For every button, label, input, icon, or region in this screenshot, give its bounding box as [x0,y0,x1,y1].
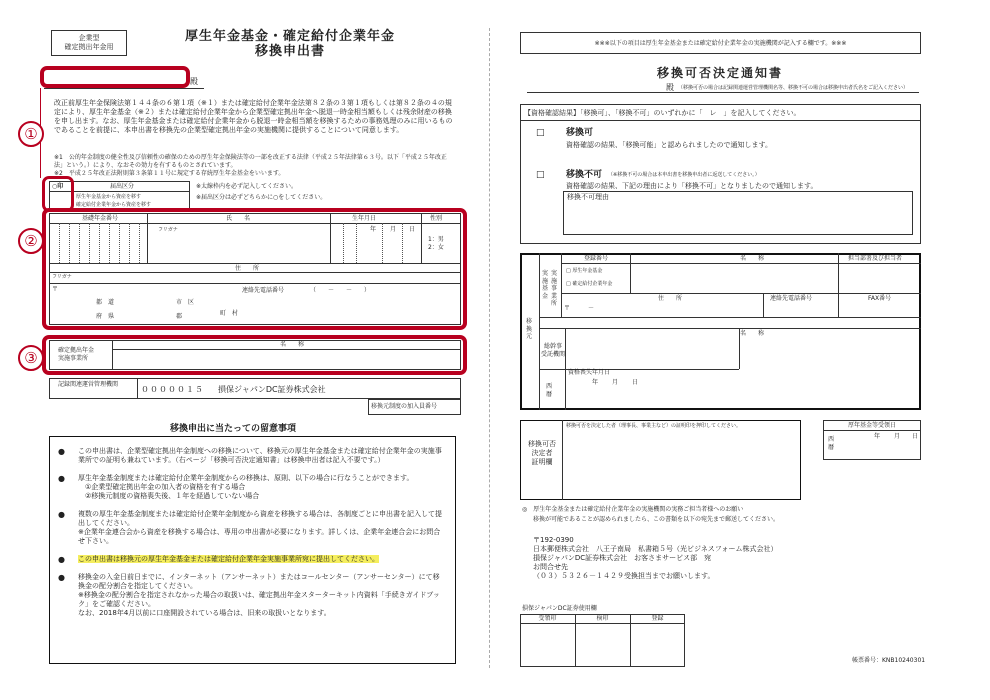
form-title-line1: 厚生年金基金・確定給付企業年金 [184,29,395,44]
record-keeper-code: ０００００１５ [141,385,204,394]
receipt-label: 厚年基金等受領日 [847,422,896,429]
note-bullet-1: ● この申出書は、企業型確定拠出年金制度への移換について、移換元の厚生年金基金または確定給付企業年金の実施事業所での証明も兼ねています。（右ページ「移換可否決定通知書」は移換申出者は記入不要です。） [52,447,442,465]
postal-mark: 〒 [52,286,59,293]
fund-side-label: 実施基金 [542,270,549,300]
dc-office-label: 確定拠出年金 実施事業所 [58,347,95,362]
consent-text: 改正前厚生年金保険法第１４４条の６第１項（※１）または確定給付企業年金法第８２条の３第１項もしくは第８２条の４の規定により、厚生年金基金（※２）または確定給付企業年金から企業型確定拠出年金へ脱退一時金相当額もしくは残余財産の移換を申し出ます。なお、厚生年金基金または確定給付企業年金から脱退一時金相当額を移換するための事務処理のみに用いるものであることを前提に、本申出書を移換先の企業型確定拠出年金の実施機関に提供することについて同意します。 [54,99,453,134]
notes-title: 移換申出に当たっての留意事項 [170,424,297,434]
source-name-label: 名 称 [740,255,765,262]
record-keeper-label: 記録関連運営管理機関 [58,381,119,388]
category-label: 届出区分 [110,183,135,190]
city-label: 市 区 郡 [176,299,195,320]
source-postal: 〒 － [564,305,595,312]
category-option-kosei[interactable]: 厚生年金基金から資産を移す [76,194,142,200]
reason-box[interactable] [563,191,913,235]
loss-year: 年 [592,379,599,386]
birth-month-label: 月 [390,226,397,233]
loss-date-label: 資格喪失年月日 [568,369,611,376]
marker-2: ② [18,228,44,254]
form-number: 帳票番号：KNB10240301 [852,657,926,664]
stamp-col-receipt: 受領印 [538,615,557,622]
receipt-year: 年 [874,433,881,440]
stamp-col-inspection: 検印 [596,615,609,622]
col-gender: 性別 [430,215,443,222]
impossible-checkbox[interactable]: □ [536,170,545,180]
note-bullet-4-text: この申出書は移換元の厚生年金基金または確定給付企業年金実施事業所宛に提出してください。 [78,555,379,563]
marker-3: ③ [18,345,44,371]
footnote-2: ※2 平成２５年改正法附則第３条第１１号に規定する存続厚生年金基金をいいます。 [54,170,285,177]
possible-text: 資格確認の結果、「移換可能」と認められましたので通知します。 [566,141,772,149]
instruction-category: ※届出区分は必ずどちらかに○をしてください。 [196,194,327,201]
address-furigana-label: フリガナ [52,274,72,280]
receipt-month: 月 [894,433,901,440]
fax-label: FAX番号 [868,295,892,302]
marker-1: ① [18,121,44,147]
phone-label: 連絡先電話番号 [242,287,285,294]
mailing-line4: （０３）５３２６－１４２９受換担当までお願いします。 [533,572,715,580]
col-name: 氏 名 [226,215,251,222]
birth-year-label: 年 [370,226,377,233]
source-table [520,253,921,410]
staff-notice-head: ◎ 厚生年金基金または確定給付企業年金の実施機関の実務ご担当者様へのお願い [522,506,744,513]
gender-options[interactable]: 1：男 2：女 [428,236,444,251]
record-keeper-name: 損保ジャパンDC証券株式会社 [218,385,326,394]
notes-list [52,447,442,627]
admin-name-label: 名 称 [740,330,765,337]
birth-day-label: 日 [409,226,416,233]
reg-number-label: 登録番号 [584,255,609,262]
source-phone-label: 連絡先電話番号 [770,295,813,302]
impossible-text: 資格確認の結果、下記の理由により「移換不可」となりましたので通知します。 [566,182,818,190]
dc-office-name-label: 名 称 [280,341,305,348]
address-label: 住 所 [235,265,260,272]
loss-month: 月 [612,379,619,386]
impossible-title: 移換不可 [566,170,603,180]
loss-day: 日 [632,379,639,386]
member-number-label: 移換元制度の加入員番号 [371,403,438,410]
receipt-era: 西暦 [828,436,835,451]
result-label: 【資格確認結果】「移換可」、「移換不可」のいずれかに「 レ 」を記入してください。 [524,109,801,117]
col-birthdate: 生年月日 [352,215,377,222]
form-title-line2: 移換申出書 [254,44,325,59]
loss-date-era: 西暦 [546,383,553,398]
instruction-thick-frame: ※太線枠内を必ず記入してください。 [196,183,298,190]
source-address-label: 住 所 [658,295,683,302]
note-bullet-3: ● 複数の厚生年金基金制度または確定給付企業年金制度から資産を移換する場合は、各制度ごとに申出書を記入して提出してください。 ※企業年金連合会から資産を移換する場合は、専用の申出書が必要になります。詳しくは、企業年金連合会にお問合せ下さい。 [52,510,442,546]
col-pension-number: 基礎年金番号 [82,215,119,222]
prefecture-label: 都 道 府 県 [96,299,115,320]
town-label: 町 村 [220,310,239,317]
note-bullet-4 [52,555,442,564]
addressee-suffix: 殿 [190,77,198,86]
reason-label: 移換不可理由 [567,193,609,201]
highlight-addressee [40,66,190,88]
mailing-postal: 〒192-0390 [533,536,574,544]
option-kosei[interactable]: □ 厚生年金基金 [566,268,603,274]
footnote-1: ※1 公的年金制度の健全性及び信頼性の確保のための厚生年金保険法等の一部を改正する法律（平成２５年法律第６３号。以下「平成２５年改正法」という。）により、なおその効力を有するものとされています。 [54,154,447,169]
check-column-header: ○印 [52,183,64,190]
highlight-applicant [42,208,467,330]
note-bullet-5: ● 移換金の入金日前日までに、インターネット（アンサーネット）またはコールセンター（アンサーセンター）にて移換金の配分割合を指定してください。 ※移換金の配分割合を指定されなかった場合の取扱いは、確定拠出年金スターターキット内資料「手続きガイドブック」をご確認ください。 なお、2018年4月以前に口座開設されている場合は、旧来の取扱いとなります。 [52,573,442,618]
option-kakutei[interactable]: □ 確定給付企業年金 [566,281,613,287]
form-title [140,29,440,59]
phone-format[interactable]: （ － － ） [310,287,371,294]
office-side-label: 実施事業所 [551,270,558,307]
decider-note: 移換可否を決定した者（理事長、事業主など）の証明印を押印してください。 [566,423,742,429]
highlight-category [42,176,74,212]
stamp-col-registration: 登録 [651,615,664,622]
receipt-day: 日 [912,433,919,440]
mailing-line2: 損保ジャパンDC証券株式会社 お客さまサービス部 宛 [533,554,712,562]
right-top-banner: ※※※以下の項目は厚生年金基金または確定給付企業年金の実施機関が記入する欄です。※※※ [520,32,921,54]
mailing-address [533,536,777,581]
name-furigana-label: フリガナ [158,227,178,233]
decider-label: 移換可否 決定者 証明欄 [528,440,556,466]
note-bullet-2: ● 厚生年金基金制度または確定給付企業年金制度からの移換は、原則、以下の場合に行なうことができます。 ①企業型確定拠出年金の加入者の資格を有する場合 ②移換元制度の資格喪失後、１年を経過していない場合 [52,474,442,501]
admin-label: 総幹事 受託機関 [541,343,566,358]
source-side-label: 移換元 [526,318,533,340]
category-option-kakutei[interactable]: 確定給付企業年金から資産を移す [76,202,152,208]
form-type-badge: 企業型 確定拠出年金用 [51,30,127,56]
staff-notice-text: 移換が可能であることが認められましたら、この書類を以下の宛先まで郵送してください。 [533,516,780,523]
notice-addressee-note: （移換可否の場合は記録関連運営管理機関名等、移換不可の場合は移換申出者氏名をご記入ください） [678,85,909,91]
notice-addressee-suffix: 殿 [666,83,674,92]
dept-label: 担当部署及び担当者 [848,255,903,262]
possible-checkbox[interactable]: □ [536,128,545,138]
possible-title: 移換可 [566,128,594,138]
mailing-line3: お問合せ先 [533,563,568,571]
office-use-label: 損保ジャパンDC証券使用欄 [522,605,597,612]
notice-title: 移換可否決定通知書 [656,66,783,80]
highlight-dc-office [42,335,467,375]
impossible-note: （※移換不可の場合は本申出書を移換申出者に返送してください。） [608,172,760,178]
mailing-line1: 日本郵便株式会社 八王子南局 私書箱５号（光ビジネスフォーム株式会社） [533,545,778,553]
